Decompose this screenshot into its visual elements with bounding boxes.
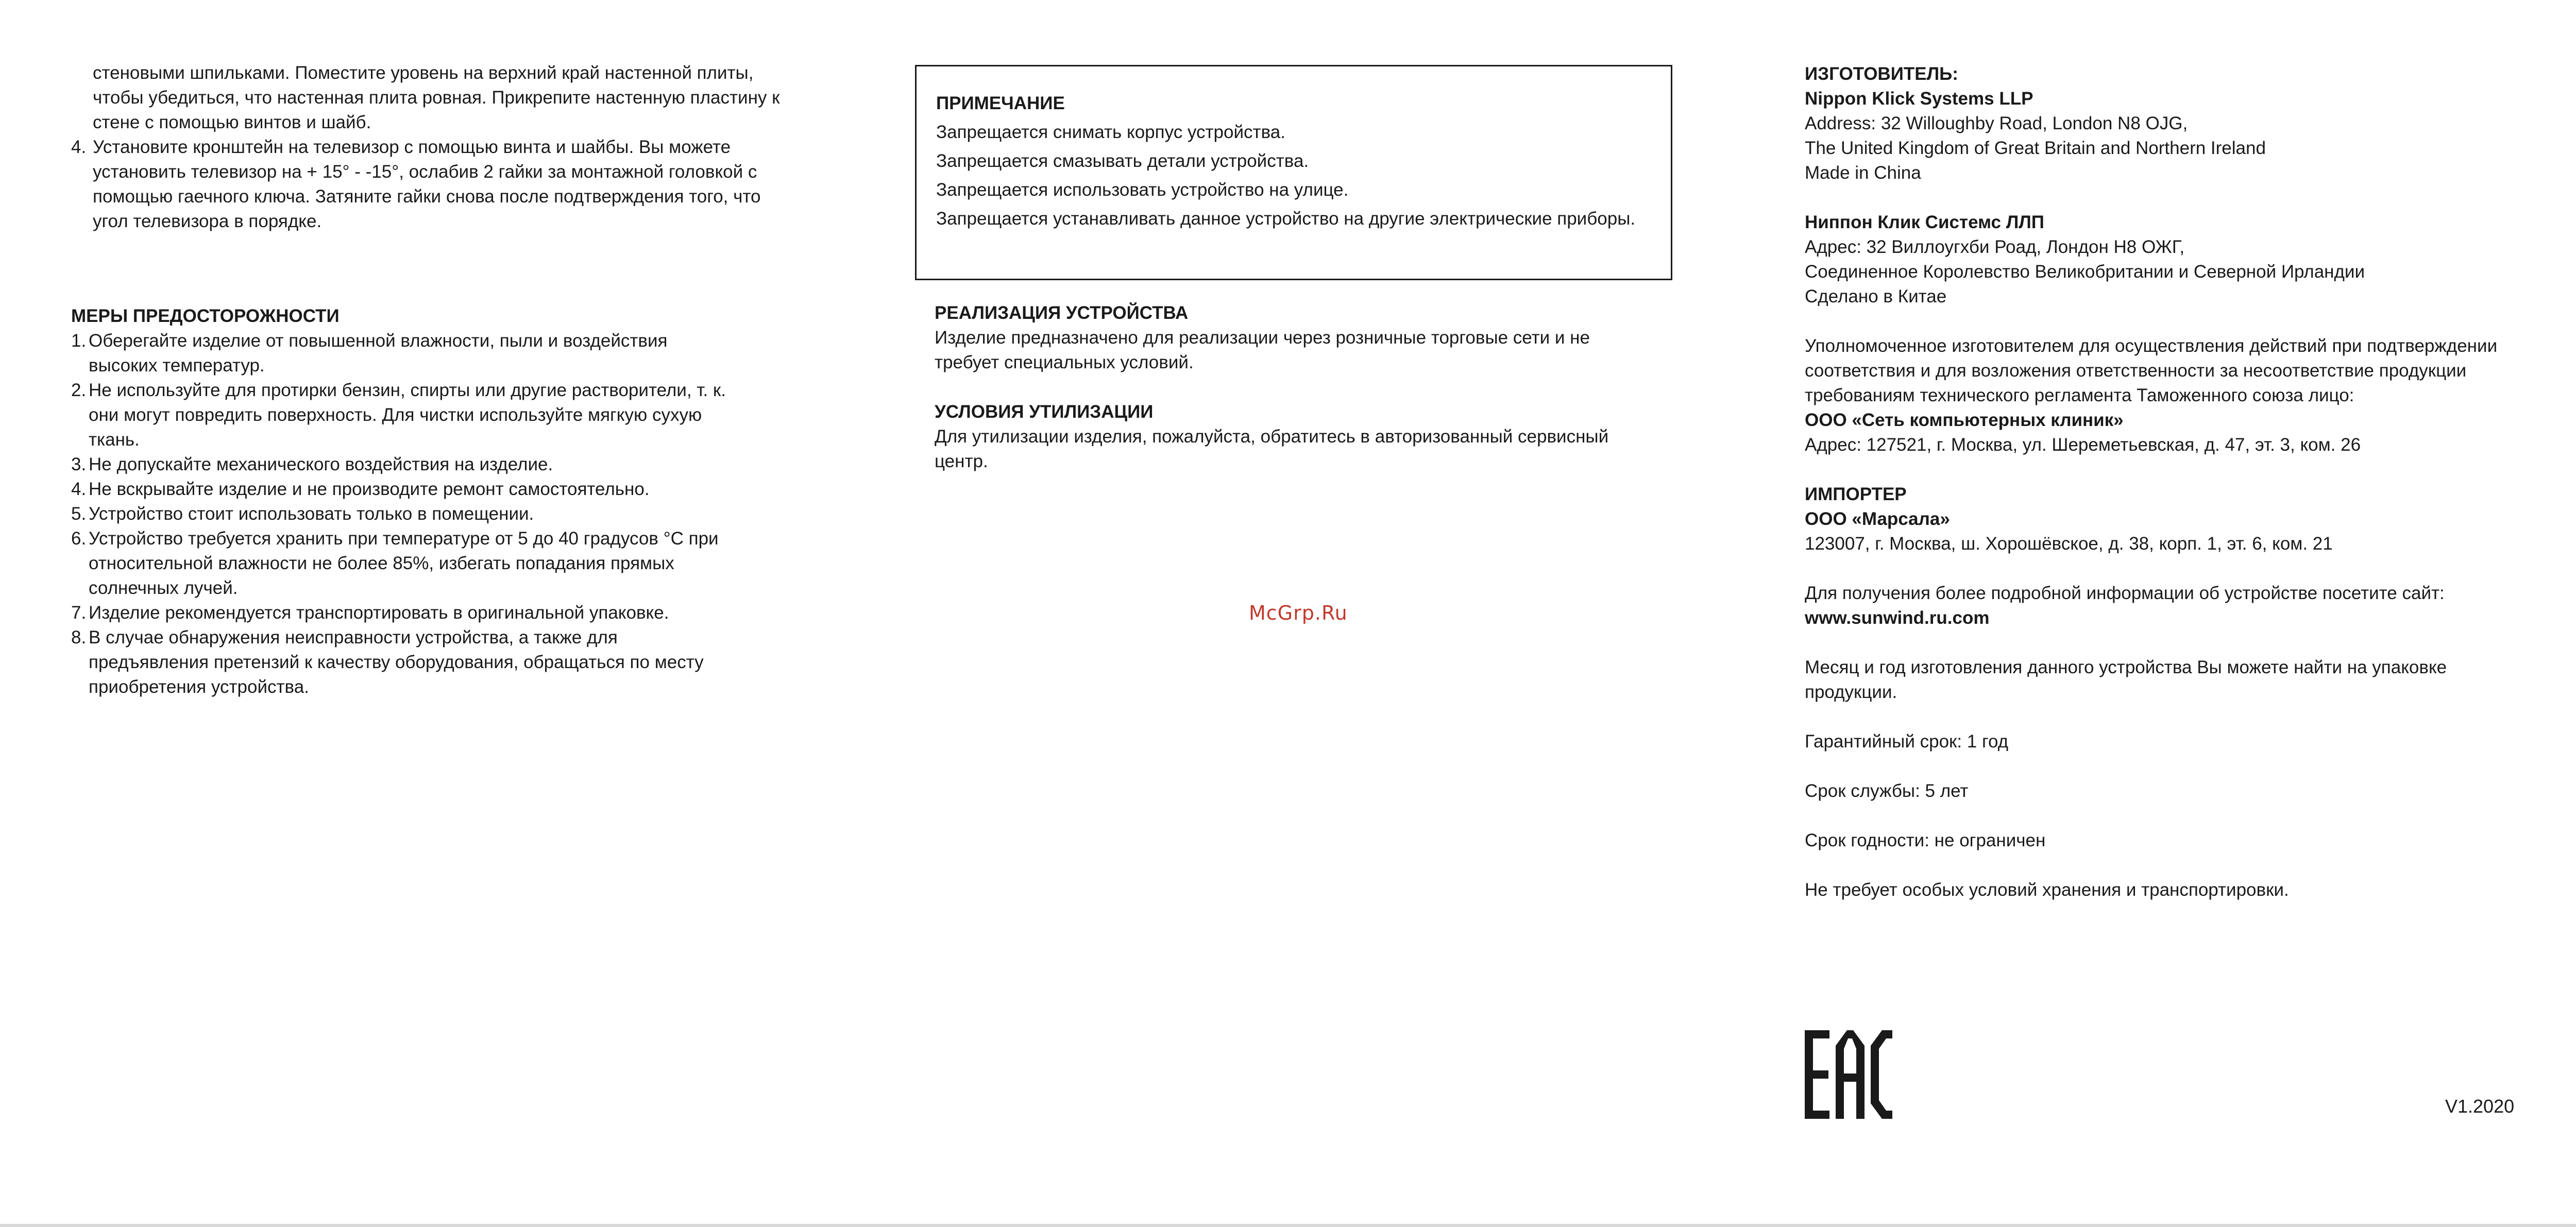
- list-item: [71, 601, 792, 625]
- item-number: 1.: [71, 331, 87, 351]
- storage-section: [1805, 878, 2552, 902]
- text-line: солнечных лучей.: [89, 578, 238, 598]
- text-line: Для получения более подробной информации об устройстве посетите сайт:: [1805, 583, 2445, 603]
- item-number: 7.: [71, 603, 87, 623]
- website-url: www.sunwind.ru.com: [1805, 608, 1990, 628]
- text-line: они могут повредить поверхность. Для чистки используйте мягкую сухую: [89, 405, 702, 425]
- text-line: продукции.: [1805, 682, 1897, 702]
- bottom-divider: [0, 1224, 2576, 1227]
- section-title: РЕАЛИЗАЦИЯ УСТРОЙСТВА: [935, 303, 1189, 323]
- manufacturer-ru-section: [1805, 210, 2552, 309]
- text-line: В случае обнаружения неисправности устройства, а также для: [89, 627, 618, 647]
- list-item: [71, 502, 792, 526]
- text-line: Запрещается устанавливать данное устройство на другие электрические приборы.: [936, 209, 1636, 229]
- text-line: центр.: [935, 451, 988, 471]
- sale-section: [935, 301, 1656, 375]
- text-line: Адрес: 32 Виллоугхби Роад, Лондон Н8 ОЖГ,: [1805, 237, 2185, 257]
- authorized-representative-section: [1805, 334, 2552, 457]
- item-number: 4.: [71, 479, 87, 499]
- version-label: V1.2020: [2445, 1096, 2515, 1117]
- section-title: УСЛОВИЯ УТИЛИЗАЦИИ: [935, 402, 1154, 422]
- company-name: Ниппон Клик Системс ЛЛП: [1805, 212, 2044, 232]
- section-title: ИМПОРТЕР: [1805, 484, 1907, 504]
- text-line: Запрещается смазывать детали устройства.: [936, 151, 1309, 171]
- list-item: [71, 477, 792, 502]
- list-item: [71, 378, 792, 452]
- text-line: приобретения устройства.: [89, 677, 309, 697]
- text-line: Соединенное Королевство Великобритании и Северной Ирландии: [1805, 262, 2365, 282]
- text-line: Устройство требуется хранить при температуре от 5 до 40 градусов °C при: [89, 529, 719, 549]
- text-line: помощью гаечного ключа. Затяните гайки снова после подтверждения того, что: [93, 186, 761, 207]
- text-line: угол телевизора в порядке.: [93, 211, 322, 231]
- company-name: ООО «Марсала»: [1805, 509, 1950, 529]
- warranty-section: [1805, 729, 2552, 754]
- text-line: требует специальных условий.: [935, 352, 1194, 372]
- disposal-section: [935, 400, 1656, 474]
- more-info-section: [1805, 581, 2552, 630]
- text-line: Оберегайте изделие от повышенной влажности, пыли и воздействия: [89, 331, 668, 351]
- text-line: стеновыми шпильками. Поместите уровень на верхний край настенной плиты,: [93, 63, 754, 83]
- text-line: Уполномоченное изготовителем для осуществления действий при подтверждении: [1805, 336, 2498, 356]
- text-line: The United Kingdom of Great Britain and Northern Ireland: [1805, 138, 2266, 158]
- watermark-text: McGrp.Ru: [1249, 602, 1348, 624]
- list-item: [71, 526, 792, 601]
- warranty-text: Гарантийный срок: 1 год: [1805, 731, 2009, 752]
- text-line: Не используйте для протирки бензин, спирты или другие растворители, т. к.: [89, 380, 726, 400]
- section-title: МЕРЫ ПРЕДОСТОРОЖНОСТИ: [71, 306, 340, 326]
- text-line: Устройство стоит использовать только в помещении.: [89, 504, 534, 524]
- service-life-section: [1805, 779, 2552, 804]
- text-line: Made in China: [1805, 163, 1921, 183]
- text-line: Запрещается использовать устройство на улице.: [936, 180, 1349, 200]
- text-line: Сделано в Китае: [1805, 286, 1947, 306]
- company-name: Nippon Klick Systems LLP: [1805, 89, 2033, 109]
- shelf-life-section: [1805, 828, 2552, 853]
- text-line: соответствия и для возложения ответственности за несоответствие продукции: [1805, 361, 2467, 381]
- text-line: чтобы убедиться, что настенная плита ровная. Прикрепите настенную пластину к: [93, 88, 780, 108]
- continued-step-text: [93, 61, 829, 135]
- company-name: ООО «Сеть компьютерных клиник»: [1805, 410, 2124, 430]
- item-number: 6.: [71, 529, 87, 549]
- text-line: требованиям технического регламента Таможенного союза лицо:: [1805, 385, 2354, 405]
- shelf-life-text: Срок годности: не ограничен: [1805, 830, 2046, 850]
- item-number: 8.: [71, 627, 87, 647]
- list-item: [71, 452, 792, 477]
- text-line: высоких температур.: [89, 355, 265, 376]
- text-line: предъявления претензий к качеству оборудования, обращаться по месту: [89, 652, 704, 672]
- importer-section: [1805, 482, 2552, 556]
- text-line: Изделие рекомендуется транспортировать в оригинальной упаковке.: [89, 603, 669, 623]
- text-line: Не допускайте механического воздействия на изделие.: [89, 454, 553, 474]
- text-line: Запрещается снимать корпус устройства.: [936, 122, 1285, 142]
- text-line: относительной влажности не более 85%, избегать попадания прямых: [89, 553, 674, 573]
- list-item: [71, 329, 792, 378]
- address-line: 123007, г. Москва, ш. Хорошёвское, д. 38, корп. 1, эт. 6, ком. 21: [1805, 534, 2333, 554]
- section-title: ПРИМЕЧАНИЕ: [936, 93, 1065, 113]
- list-item: [71, 625, 792, 700]
- manufacturer-en-section: [1805, 62, 2552, 185]
- installation-step-4: [71, 135, 803, 234]
- text-line: Изделие предназначено для реализации через розничные торговые сети и не: [935, 328, 1590, 348]
- text-line: Установите кронштейн на телевизор с помощью винта и шайбы. Вы можете: [93, 137, 731, 157]
- address-line: Адрес: 127521, г. Москва, ул. Шереметьевская, д. 47, эт. 3, ком. 26: [1805, 435, 2361, 455]
- section-title: ИЗГОТОВИТЕЛЬ:: [1805, 64, 1958, 84]
- list-item: [71, 135, 803, 234]
- text-line: Месяц и год изготовления данного устройства Вы можете найти на упаковке: [1805, 657, 2447, 677]
- item-number: 3.: [71, 454, 87, 474]
- text-line: установить телевизор на + 15° - -15°, ослабив 2 гайки за монтажной головкой с: [93, 162, 757, 182]
- service-life-text: Срок службы: 5 лет: [1805, 781, 1969, 801]
- text-line: Для утилизации изделия, пожалуйста, обратитесь в авторизованный сервисный: [935, 427, 1609, 447]
- step-number: 4.: [71, 137, 87, 157]
- item-number: 5.: [71, 504, 87, 524]
- manufacture-date-section: [1805, 655, 2552, 705]
- precautions-section: [71, 304, 792, 700]
- storage-text: Не требует особых условий хранения и транспортировки.: [1805, 880, 2289, 900]
- text-line: Address: 32 Willoughby Road, London N8 OJG,: [1805, 113, 2188, 133]
- text-line: стене с помощью винтов и шайб.: [93, 112, 371, 132]
- eac-certification-mark-icon: [1805, 1030, 1892, 1119]
- note-box: [915, 65, 1672, 280]
- item-number: 2.: [71, 380, 87, 400]
- text-line: ткань.: [89, 430, 140, 450]
- text-line: Не вскрывайте изделие и не производите ремонт самостоятельно.: [89, 479, 650, 499]
